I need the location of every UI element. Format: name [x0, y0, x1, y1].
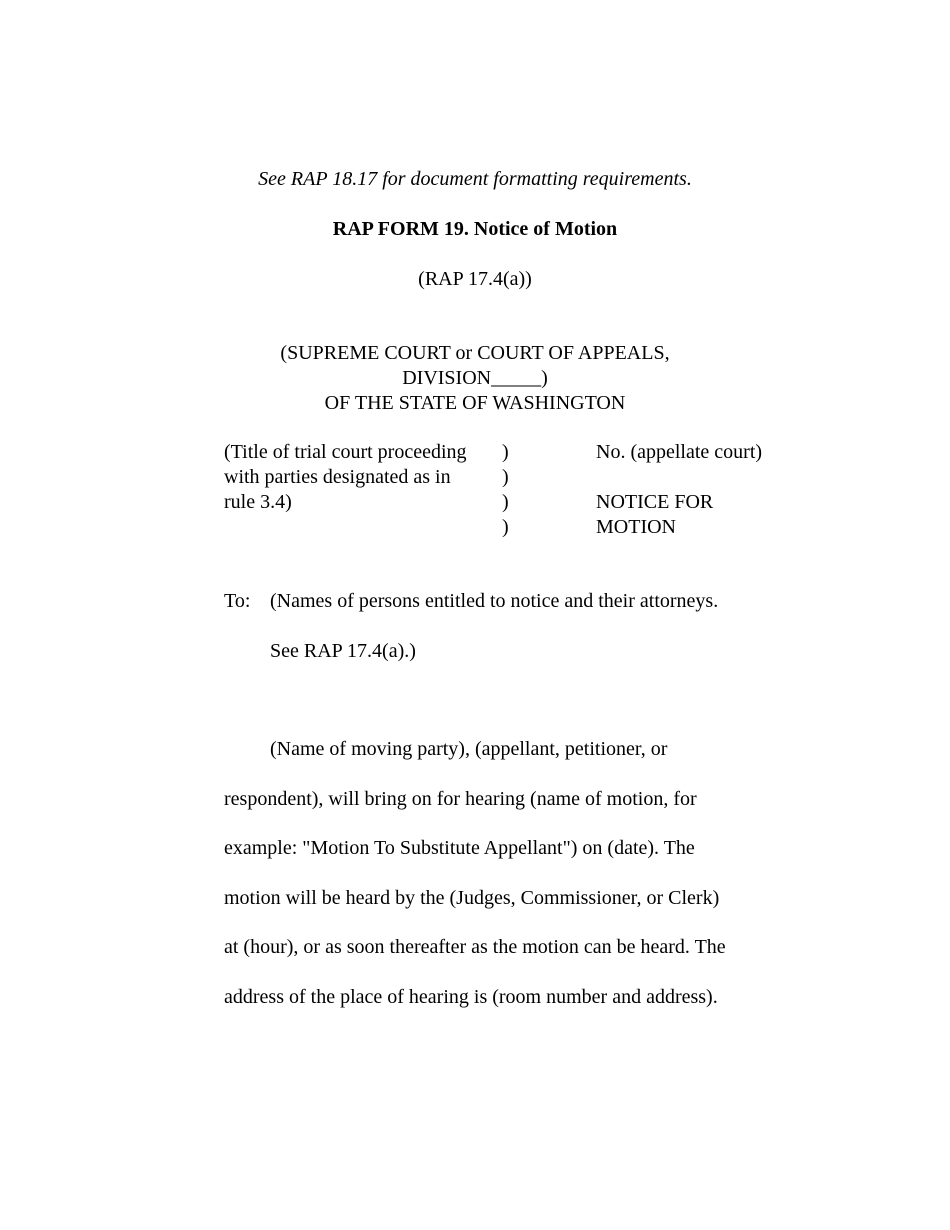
court-line-2: DIVISION_____) — [402, 367, 548, 389]
form-title: RAP FORM 19. Notice of Motion — [332, 218, 618, 240]
rule-reference: (RAP 17.4(a)) — [418, 268, 532, 290]
format-note: See RAP 18.17 for document formatting requirements. — [258, 168, 692, 190]
to-label: To: — [224, 590, 251, 612]
caption-title-line-1: (Title of trial court proceeding — [224, 441, 467, 463]
body-line-2: respondent), will bring on for hearing (name of motion, for — [224, 788, 697, 810]
addressee-line-2: See RAP 17.4(a).) — [270, 640, 416, 662]
document-type-line-2: MOTION — [596, 516, 676, 538]
court-line-1: (SUPREME COURT or COURT OF APPEALS, — [280, 342, 670, 364]
caption-paren-4: ) — [502, 516, 509, 538]
caption-paren-3: ) — [502, 491, 509, 513]
caption-title-line-3: rule 3.4) — [224, 491, 292, 513]
court-line-3: OF THE STATE OF WASHINGTON — [324, 392, 626, 414]
addressee-line-1: (Names of persons entitled to notice and their attorneys. — [270, 590, 719, 612]
body-line-3: example: "Motion To Substitute Appellant") on (date). The — [224, 837, 695, 859]
caption-paren-1: ) — [502, 441, 509, 463]
body-line-6: address of the place of hearing is (room number and address). — [224, 986, 718, 1008]
caption-paren-2: ) — [502, 466, 509, 488]
caption-title-line-2: with parties designated as in — [224, 466, 451, 488]
case-number: No. (appellate court) — [596, 441, 763, 463]
body-line-4: motion will be heard by the (Judges, Commissioner, or Clerk) — [224, 887, 720, 909]
body-line-5: at (hour), or as soon thereafter as the motion can be heard. The — [224, 936, 726, 958]
document-type-line-1: NOTICE FOR — [596, 491, 714, 513]
body-line-1: (Name of moving party), (appellant, petitioner, or — [270, 738, 668, 760]
